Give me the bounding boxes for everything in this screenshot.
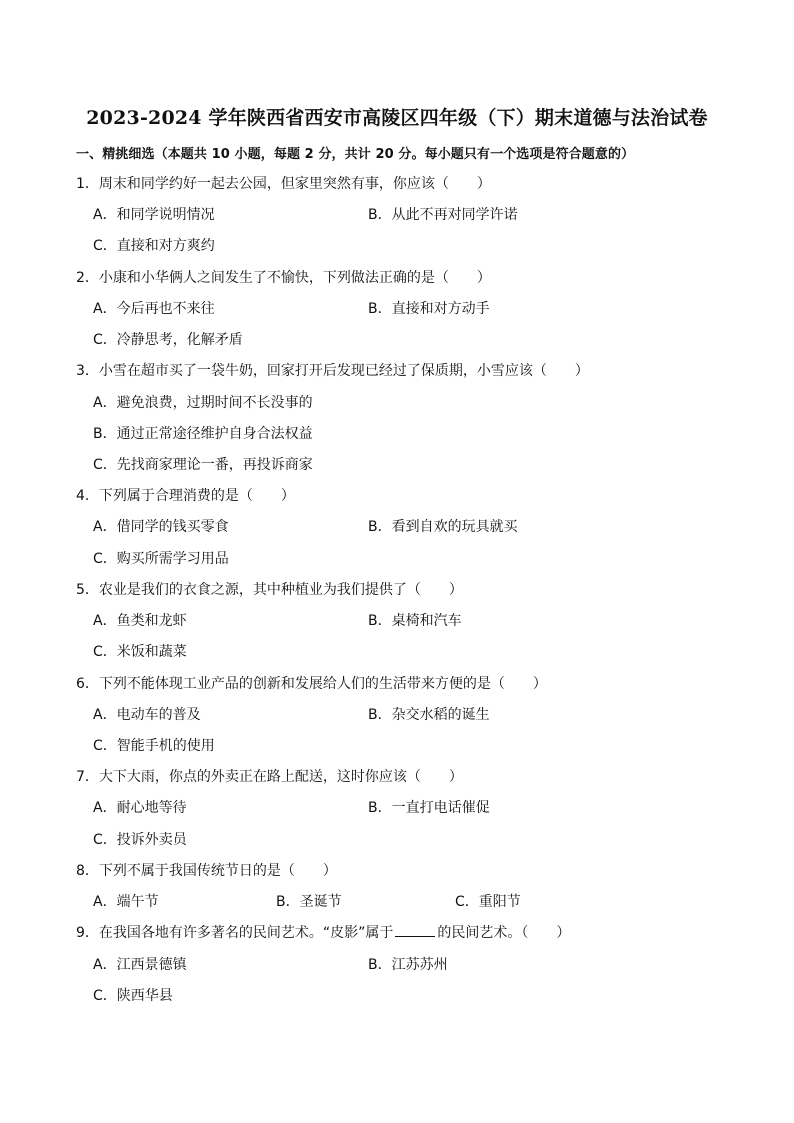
question-5-stem: 5．农业是我们的衣食之源，其中种植业为我们提供了（ ） (76, 582, 463, 598)
answer-blank (395, 924, 435, 937)
question-1-option-a: A．和同学说明情况 (93, 207, 215, 223)
question-6-stem: 6．下列不能体现工业产品的创新和发展给人们的生活带来方便的是（ ） (76, 676, 547, 692)
section-header: 一、精挑细选（本题共 10 小题，每题 2 分，共计 20 分。每小题只有一个选项是符合题意的） (76, 147, 635, 162)
question-9-option-c: C．陕西华县 (93, 988, 173, 1004)
question-8-option-c: C．重阳节 (455, 894, 521, 910)
question-7-option-c: C．投诉外卖员 (93, 832, 187, 848)
question-8-stem: 8．下列不属于我国传统节日的是（ ） (76, 863, 337, 879)
question-1-option-c: C．直接和对方爽约 (93, 238, 215, 254)
question-6-option-c: C．智能手机的使用 (93, 738, 215, 754)
question-2-option-c: C．冷静思考，化解矛盾 (93, 332, 243, 348)
question-3-stem: 3．小雪在超市买了一袋牛奶，回家打开后发现已经过了保质期，小雪应该（ ） (76, 363, 589, 379)
question-7-option-b: B．一直打电话催促 (368, 800, 490, 816)
question-8-option-a: A．端午节 (93, 894, 159, 910)
question-3-option-a: A．避免浪费，过期时间不长没事的 (93, 395, 313, 411)
question-4-option-b: B．看到自欢的玩具就买 (368, 519, 518, 535)
question-4-option-a: A．借同学的钱买零食 (93, 519, 229, 535)
question-4-stem: 4．下列属于合理消费的是（ ） (76, 488, 295, 504)
question-4-option-c: C．购买所需学习用品 (93, 551, 229, 567)
question-1-stem: 1．周末和同学约好一起去公园，但家里突然有事，你应该（ ） (76, 176, 491, 192)
page-title: 2023-2024 学年陕西省西安市高陵区四年级（下）期末道德与法治试卷 (86, 107, 708, 129)
question-6-option-b: B．杂交水稻的诞生 (368, 707, 490, 723)
question-9-stem (76, 924, 570, 942)
question-9-stem-before-blank: 9．在我国各地有许多著名的民间艺术。“皮影”属于 (76, 925, 394, 941)
question-9-option-a: A．江西景德镇 (93, 957, 187, 973)
question-2-option-b: B．直接和对方动手 (368, 301, 490, 317)
question-2-option-a: A．今后再也不来往 (93, 301, 215, 317)
question-7-stem: 7．大下大雨，你点的外卖正在路上配送，这时你应该（ ） (76, 769, 463, 785)
question-7-option-a: A．耐心地等待 (93, 800, 187, 816)
question-8-option-b: B．圣诞节 (276, 894, 342, 910)
question-3-option-b: B．通过正常途径维护自身合法权益 (93, 426, 313, 442)
question-3-option-c: C．先找商家理论一番，再投诉商家 (93, 457, 313, 473)
question-6-option-a: A．电动车的普及 (93, 707, 201, 723)
question-5-option-a: A．鱼类和龙虾 (93, 613, 187, 629)
question-2-stem: 2．小康和小华俩人之间发生了不愉快，下列做法正确的是（ ） (76, 270, 491, 286)
question-1-option-b: B．从此不再对同学许诺 (368, 207, 518, 223)
question-9-option-b: B．江苏苏州 (368, 957, 448, 973)
question-9-stem-after-blank: 的民间艺术。（ ） (437, 925, 571, 941)
question-5-option-b: B．桌椅和汽车 (368, 613, 462, 629)
question-5-option-c: C．米饭和蔬菜 (93, 644, 187, 660)
